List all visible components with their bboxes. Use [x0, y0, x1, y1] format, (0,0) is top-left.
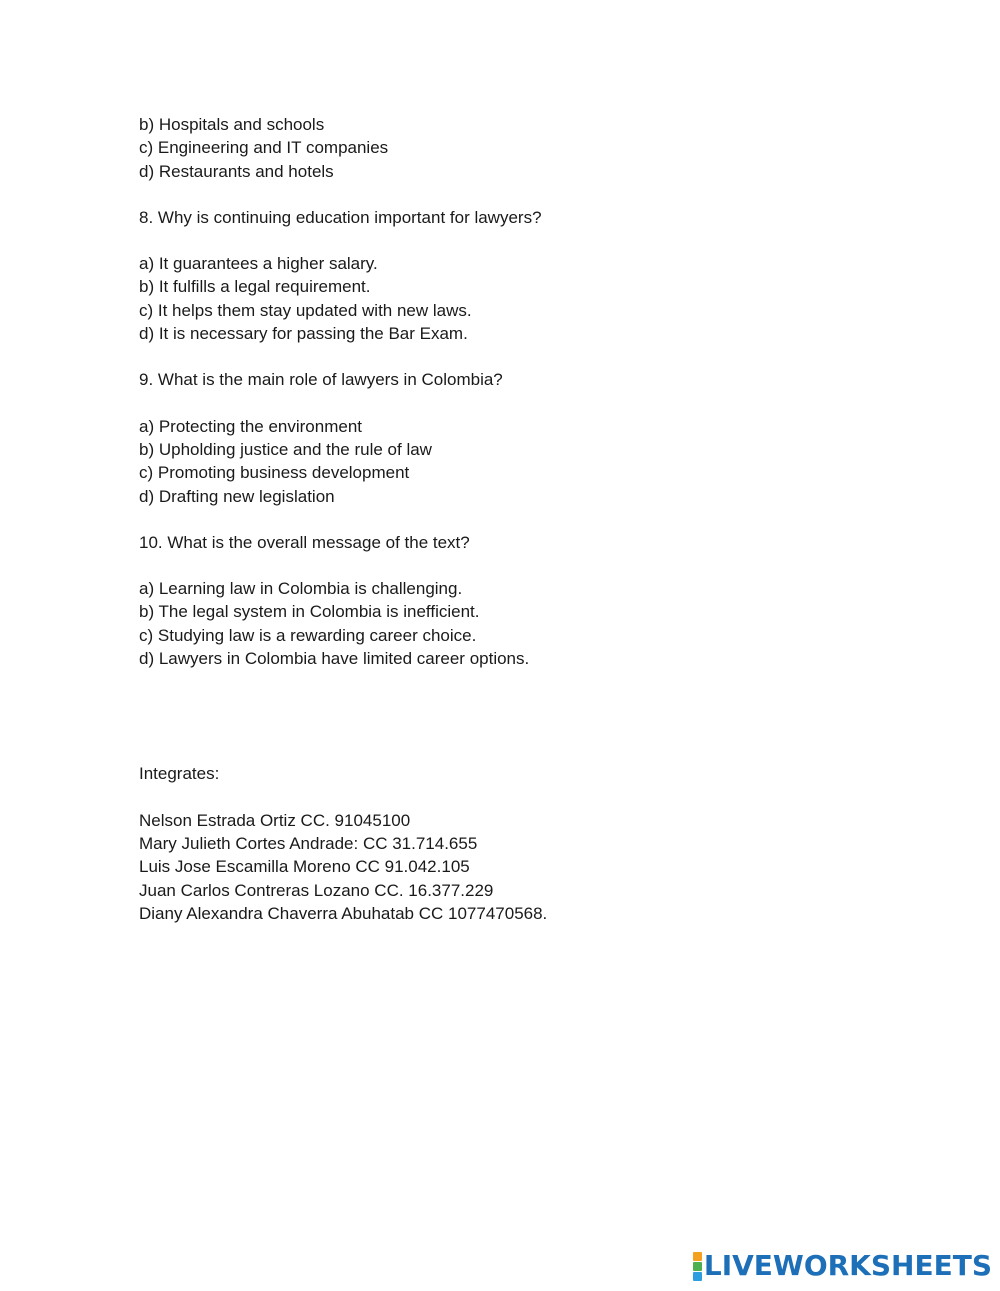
q10-option-b: b) The legal system in Colombia is inefficient. — [139, 602, 480, 622]
q9-option-c: c) Promoting business development — [139, 463, 410, 483]
q9-option-d: d) Drafting new legislation — [139, 486, 335, 506]
q10-option-c: c) Studying law is a rewarding career choice. — [139, 625, 477, 645]
question-9: 9. What is the main role of lawyers in Colombia? — [139, 370, 503, 390]
q8-option-c: c) It helps them stay updated with new laws. — [139, 300, 472, 320]
question-10: 10. What is the overall message of the text? — [139, 532, 470, 552]
worksheet-content — [139, 113, 899, 925]
member-item: Luis Jose Escamilla Moreno CC 91.042.105 — [139, 857, 470, 877]
q10-option-d: d) Lawyers in Colombia have limited career options. — [139, 649, 530, 669]
q8-option-d: d) It is necessary for passing the Bar Exam. — [139, 324, 468, 344]
logo-text: LIVEWORKSHEETS — [703, 1249, 992, 1282]
q7-option-d: d) Restaurants and hotels — [139, 161, 334, 181]
member-item: Juan Carlos Contreras Lozano CC. 16.377.229 — [139, 880, 494, 900]
logo-blocks-icon — [693, 1252, 702, 1281]
q8-option-a: a) It guarantees a higher salary. — [139, 254, 378, 274]
q9-option-a: a) Protecting the environment — [139, 416, 363, 436]
question-8: 8. Why is continuing education important for lawyers? — [139, 207, 542, 227]
q7-option-b: b) Hospitals and schools — [139, 115, 325, 134]
member-item: Diany Alexandra Chaverra Abuhatab CC 1077470568. — [139, 903, 548, 923]
q10-option-a: a) Learning law in Colombia is challenging. — [139, 579, 463, 599]
q7-option-c: c) Engineering and IT companies — [139, 138, 389, 158]
liveworksheets-logo[interactable] — [693, 1251, 992, 1281]
member-item: Mary Julieth Cortes Andrade: CC 31.714.655 — [139, 833, 478, 853]
q9-option-b: b) Upholding justice and the rule of law — [139, 439, 432, 459]
member-item: Nelson Estrada Ortiz CC. 91045100 — [139, 810, 411, 830]
q8-option-b: b) It fulfills a legal requirement. — [139, 277, 371, 297]
members-heading: Integrates: — [139, 764, 220, 784]
